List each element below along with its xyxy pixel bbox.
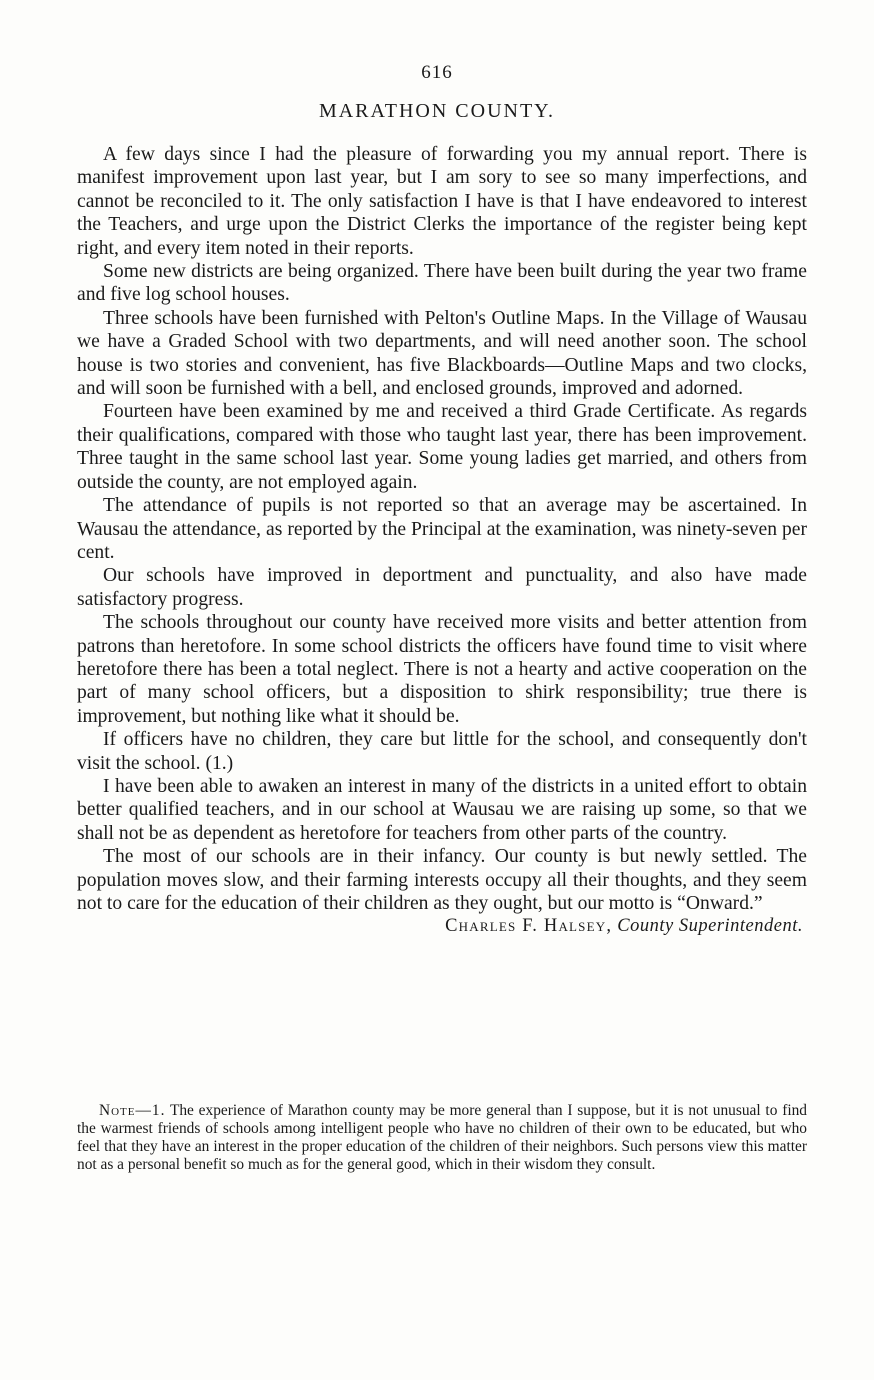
paragraph: Some new districts are being organized. There have been built during the year two frame and five log school houses. (77, 261, 807, 306)
paragraph: If officers have no children, they care but little for the school, and consequently don't visit the school. (1.) (77, 729, 807, 774)
paragraph: Fourteen have been examined by me and received a third Grade Certificate. As regards their qualifications, compared with those who taught last year, there has been improvement. Three taught in the same school last year. Some young ladies get married, and others from outside the county, are not employed again. (77, 401, 807, 493)
paragraph: I have been able to awaken an interest in many of the districts in a united effort to obtain better qualified teachers, and in our school at Wausau we are raising up some, so that we shall not be as dependent as heretofore for teachers from other parts of the country. (77, 775, 807, 844)
paragraph: A few days since I had the pleasure of forwarding you my annual report. There is manifest improvement upon last year, but I am sory to see so many imperfections, and cannot be reconciled to it. The only satisfaction I have is that I have endeavored to interest the Teachers, and urge upon the District Clerks the importance of the register being kept right, and every item noted in their reports. (77, 144, 807, 259)
signature-title: County Superintendent. (617, 916, 803, 937)
paragraph: The schools throughout our county have received more visits and better attention from patrons than heretofore. In some school districts the officers have found time to visit where heretofore there has been a total neglect. There is not a hearty and active cooperation on the part of many school officers, but a disposition to shirk responsibility; true there is improvement, but nothing like what it should be. (77, 612, 807, 727)
signature (77, 915, 807, 938)
report-body (77, 143, 807, 939)
footnote-paragraph (77, 1102, 807, 1174)
paragraph: The attendance of pupils is not reported so that an average may be ascertained. In Wausau the attendance, as reported by the Principal at the examination, was ninety-seven per cent. (77, 495, 807, 563)
paragraph: Our schools have improved in deportment and punctuality, and also have made satisfactory progress. (77, 565, 807, 610)
paragraph: Three schools have been furnished with Pelton's Outline Maps. In the Village of Wausau we have a Graded School with two departments, and will need another soon. The school house is two stories and convenient, has five Blackboards—Outline Maps and two clocks, and will soon be furnished with a bell, and enclosed grounds, improved and adorned. (77, 307, 807, 400)
signature-name: Charles F. Halsey, (445, 916, 613, 937)
paragraph: The most of our schools are in their infancy. Our county is but newly settled. The population moves slow, and their farming interests occupy all their thoughts, and they seem not to care for the education of their children as they ought, but our motto is “Onward.” (77, 846, 807, 914)
page-number: 616 (421, 62, 453, 83)
footnote-text: The experience of Marathon county may be more general than I suppose, but it is not unusual to find the warmest friends of schools among intelligent people who have no children of their own to be educated, but who feel that they have an interest in the proper education of the children of their neighbors. Such persons view this matter not as a personal benefit so much as for the general good, which in their wisdom they consult. (77, 1102, 807, 1173)
footnote-label: Note—1. (99, 1102, 166, 1119)
footnote (77, 1102, 807, 1174)
section-title: MARATHON COUNTY. (318, 100, 556, 122)
